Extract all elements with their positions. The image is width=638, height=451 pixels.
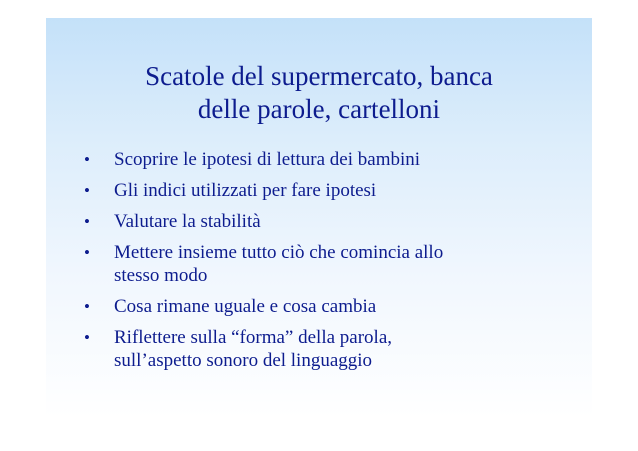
slide	[46, 18, 592, 418]
bullet-text-continued: sull’aspetto sonoro del linguaggio	[114, 350, 373, 371]
bullet-item	[84, 210, 584, 233]
bullet-text: Scoprire le ipotesi di lettura dei bambini	[114, 149, 421, 170]
title-line-2: delle parole, cartelloni	[197, 94, 441, 124]
bullet-text: Mettere insieme tutto ciò che comincia allo	[114, 242, 444, 263]
bullet-text: Valutare la stabilità	[114, 211, 261, 232]
bullet-text-continued: stesso modo	[114, 265, 208, 286]
bullet-item	[84, 241, 584, 287]
bullet-list	[84, 148, 584, 380]
bullet-dot-icon: •	[84, 243, 90, 262]
bullet-dot-icon: •	[84, 150, 90, 169]
bullet-text: Gli indici utilizzati per fare ipotesi	[114, 180, 377, 201]
bullet-item	[84, 148, 584, 171]
bullet-dot-icon: •	[84, 297, 90, 316]
bullet-text: Riflettere sulla “forma” della parola,	[114, 327, 393, 348]
bullet-item	[84, 179, 584, 202]
title-line-1: Scatole del supermercato, banca	[145, 61, 493, 91]
bullet-text: Cosa rimane uguale e cosa cambia	[114, 296, 377, 317]
bullet-dot-icon: •	[84, 212, 90, 231]
bullet-dot-icon: •	[84, 328, 90, 347]
bullet-item	[84, 295, 584, 318]
slide-title	[46, 60, 592, 126]
bullet-dot-icon: •	[84, 181, 90, 200]
bullet-item	[84, 326, 584, 372]
